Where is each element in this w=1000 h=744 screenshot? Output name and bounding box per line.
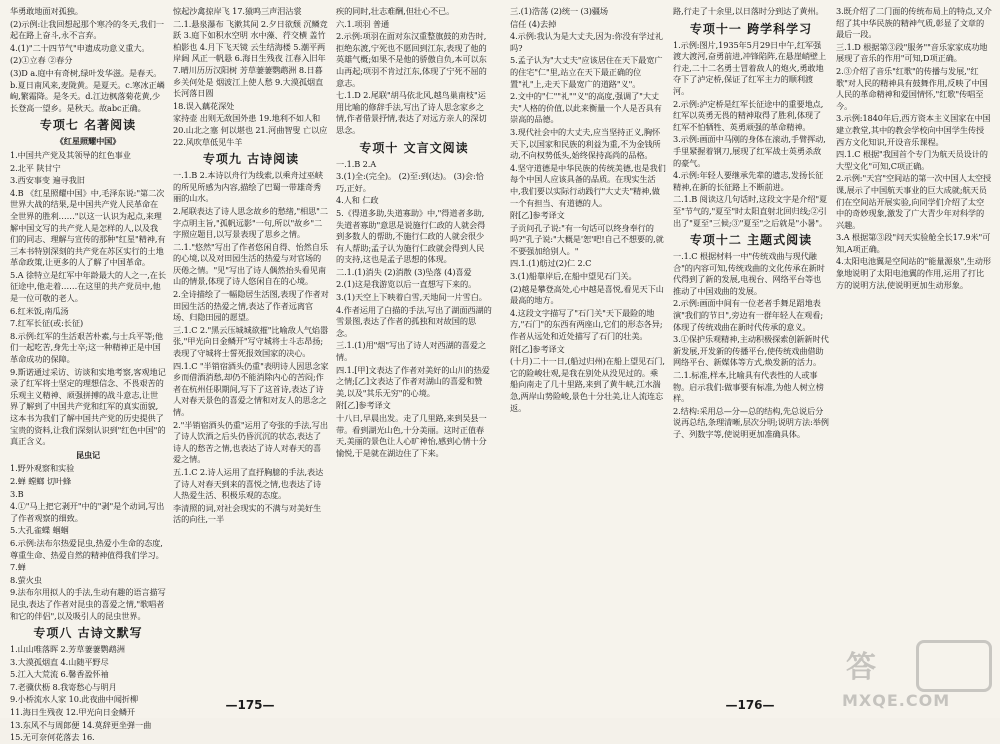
subsection-heading: 《红星照耀中国》 — [55, 136, 121, 147]
answer-paragraph: 3.大漠孤烟直 4.山随平野尽 — [10, 656, 109, 667]
answer-paragraph: 2.蝉 螳螂 切叶蜂 — [10, 475, 72, 486]
left-col-1 — [10, 6, 166, 743]
answer-paragraph: 5.《得道多助,失道寡助》中,"得道者多助,失道者寡助"意思是说施行仁政的人就会得到多数人的帮助,不施行仁政的人就会很少有人帮助;孟子认为施行仁政就会得到人民的支持,这也是孟子思想的体现。 — [336, 207, 486, 265]
answer-paragraph: 2.示例:项羽在面对东汉重整旗鼓的劝告时,拒绝东渡,宁死也不愿回到江东,表现了他的英雄气概;如果不是他的骄傲自负,本可以东山再起;项羽不肯过江东,体现了宁死不屈的意志。 — [336, 31, 487, 88]
answer-paragraph: 1.野外观察和实验 — [10, 463, 75, 474]
right-page — [500, 0, 1000, 718]
answer-paragraph: 李清照的词,对社会现实的不满与对美好生活的向往,一半 — [173, 502, 322, 525]
answer-paragraph: 二.1.悬泉瀑布 飞漱其间 2.夕日欲颓 沉鳞竞跃 3.庭下如积水空明 水中藻、荇交横 盖竹柏影也 4.月下飞天镜 云生结海楼 5.潮平两岸阔 风正一帆悬 6.海日生残夜 江春入旧年 7.晴川历历汉阳树 芳草萋萋鹦鹉洲 8.日暮乡关何处是 烟波江上使人愁 9.大漠孤烟直 长河落日圆 — [173, 18, 328, 99]
answer-paragraph: 一.1.B 2.本诗以舟行为线索,以乘舟过巫峡的所见所感为内容,描绘了巴蜀一带雄奇秀丽的山水。 — [173, 170, 323, 204]
answer-paragraph: 2."半销宿酒头仍重"运用了夸张的手法,写出了诗人饮酒之后头仍昏沉沉的状态,表达了诗人的愁苦之情,也表达了诗人对春天的喜爱之情。 — [173, 419, 328, 465]
answer-paragraph: 三.1.(1)用"烟"写出了诗人对西湖的喜爱之情。 — [336, 340, 487, 363]
answer-paragraph: 2.③介绍了音乐"红歌"的传播与发展,"红歌"对人民的精神具有鼓舞作用,反映了中国人民的革命精神和爱国情怀,"红歌"传唱至今。 — [836, 65, 988, 111]
answer-paragraph: (3)D a.庭中有奇树,绿叶发华滋。是春天。b.夏日南风来,麦陇黄。是夏天。c.寒冰正嶙峋,繁霜降。是冬天。d.江边枫落菊花黄,少长登高一望乡。是秋天。故abc正确。 — [10, 67, 165, 113]
answer-paragraph: 18.误入藕花深处 — [173, 100, 235, 111]
right-columns — [510, 6, 992, 690]
answer-paragraph: 家持壶 出则无敌国外患 19.地利不如人和 20.山北之塞 何以堪也 21.河曲智叟 亡以应 22.风吹草低见牛羊 — [173, 113, 328, 147]
answer-paragraph: 11.海日生残夜 12.甲光向日金鳞开 — [10, 707, 135, 718]
answer-paragraph: (2)示例:让我回想起那个寒冷的冬天,我们一起在路上奋斗,永不言弃。 — [10, 18, 164, 41]
subsection-heading: 昆虫记 — [75, 449, 101, 460]
answer-paragraph: (2)①立春 ②春分 — [10, 55, 73, 66]
answer-paragraph: 7.蝉 — [10, 562, 26, 573]
answer-paragraph: 6.红米饭,南瓜汤 — [10, 305, 69, 316]
answer-paragraph: 4.示例:年轻人要继承先辈的遗志,发扬长征精神,在新的长征路上不断前进。 — [673, 170, 824, 192]
answer-paragraph: 2.结构:采用总—分—总的结构,先总说后分说再总结,条理清晰,层次分明;说明方法:举例子、列数字等,使说明更加准确具体。 — [673, 405, 829, 439]
answer-paragraph: 9.法布尔用拟人的手法,生动有趣的语言描写昆虫,表达了作者对昆虫的喜爱之情,"歌唱者和它的伴侣",以及吸引人的昆虫世界。 — [10, 587, 166, 621]
answer-paragraph: 路,行走了十余里,以日落时分到达了黄州。 — [673, 6, 824, 16]
page-number-left: —175— — [225, 698, 275, 712]
answer-paragraph: 3.(1)天空上下映着白雪,天地间一片雪白。 — [336, 292, 487, 303]
answer-paragraph: 5.A 徐特立是红军中年龄最大的人之一,在长征途中,他走着……在这里的共产党员中,他是一位可敬的老人。 — [10, 269, 166, 304]
answer-paragraph: 3.B — [10, 488, 24, 499]
answer-paragraph: 5.大孔雀蝶 蝈蝈 — [10, 525, 69, 536]
watermark-frame-icon — [916, 640, 992, 692]
answer-paragraph: 三.1.C 2."黑云压城城欲摧"比喻敌人气焰嚣张,"甲光向日金鳞开"写守城将士斗志昂扬;表现了守城将士誓死报效国家的决心。 — [173, 324, 329, 359]
answer-paragraph: 5.江入大荒流 6.馨香盈怀袖 — [10, 669, 109, 680]
watermark-logo — [842, 640, 992, 710]
answer-paragraph: 13.东风不与周郎便 14.莫辞更坐弹一曲 — [10, 719, 152, 730]
answer-paragraph: 一.1.B 2.A — [336, 158, 377, 169]
answer-paragraph: 2.示例:画面中间有一位老者手舞足蹈地表演"我们的节日",旁边有一群年轻人在观看;体现了传统戏曲在新时代传承的意义。 — [673, 298, 823, 332]
answer-paragraph: 二.1.标准,样本,比喻具有代表性的人或事物。启示我们:做事要有标准,为他人树立榜样。 — [673, 370, 824, 404]
section-title: 专项十 文言文阅读 — [359, 140, 469, 155]
answer-paragraph: 4.这段文字描写了"石门关"天下最险的地方,"石门"的东西有两座山,它们的形态各异;作者从远处和近处描写了石门的壮美。 — [510, 307, 663, 342]
left-col-2 — [173, 6, 329, 690]
answer-paragraph: 9.斯诺通过采访、访谈和实地考察,客观地记录了红军将士坚定的理想信念、不畏艰苦的乐观主义精神、顽强拼搏的战斗意志,让世界了解到了中国共产党和红军的真实面貌,这本书为我们了解中国共产党的历史提供了宝贵的资料,让我们深刻认识到"红色中国"的真正含义。 — [10, 366, 166, 447]
answer-paragraph: 子贡问孔子说:"有一句话可以终身奉行的吗?"孔子说:"大概是'恕'吧!自己不想要的,就不要强加给别人。" — [510, 222, 664, 256]
answer-paragraph: 2.示例:泸定桥是红军长征途中的重要地点,红军以英勇无畏的精神取得了胜利,体现了红军不怕牺牲、英勇顽强的革命精神。 — [673, 98, 824, 132]
answer-paragraph: 二.1."悠然"写出了作者悠闲自得、怡然自乐的心境,以及对田园生活的热爱与对官场的厌倦之情。"见"写出了诗人偶然抬头看见南山的情景,体现了诗人悠闲自在的心境。 — [173, 241, 328, 287]
answer-paragraph: 二.1.B 阅读这几句话时,这段文字是介绍"夏至"节气的,"夏至"时太阳直射北回归线;②引出了"夏至"三候;③"夏至"之后就是"小暑"。 — [673, 194, 828, 228]
answer-paragraph: 5.孟子认为"大丈夫"应该居住在天下最宽广的住宅"仁"里,站立在天下最正确的位置"礼"上,走天下最宽广的道路"义"。 — [510, 55, 663, 89]
answer-paragraph: 1.示例:图片,1935年5月29日中午,红军强渡大渡河,奋勇前进,冲锋陷阵,在悬崖峭壁上行走,二十二名勇士冒着敌人的炮火,勇敢地夺下了泸定桥,保证了红军主力的顺利渡河。 — [673, 39, 827, 96]
answer-paragraph: 三.1.D 根据第③段"服务""音乐家家成功地展现了音乐的作用"可知,D项正确。 — [836, 41, 988, 64]
watermark-glyph: 答 — [846, 650, 876, 685]
answer-paragraph: 四.1.C 根据"我国首个专门为航天员设计的大型文化"可知,C项正确。 — [836, 149, 988, 171]
answer-paragraph: 3.(1)全:(完全)。 (2)至:到(达)。 (3)会:恰巧,正好。 — [336, 171, 484, 193]
answer-paragraph: 2.北平 陕甘宁 — [10, 162, 61, 173]
answer-paragraph: 华勇敢地面对孤独。 — [10, 6, 83, 16]
answer-paragraph: 3.示例:画面中马刚的身体在滚动,手臂挥动,手里紧握着钢刀,展现了红军战士英勇杀敌的豪气。 — [673, 134, 826, 168]
answer-paragraph: 7.老骥伏枥 8.我寄愁心与明月 — [10, 681, 117, 692]
right-col-1 — [510, 6, 666, 690]
answer-paragraph: 三.(1)浩荡 (2)统一 (3)疆场 — [510, 6, 609, 16]
answer-paragraph: 一.1.C 根据材料一中"传统戏曲与现代融合"的内容可知,传统戏曲的文化传承在新时代得到了新的发展,电视台、网络平台等也推动了中国戏曲的发展。 — [673, 251, 825, 296]
answer-paragraph: 4.坚守道德是中华民族的传统美德,也是我们每个中国人应该具备的品质。在现实生活中,我们要以实际行动践行"大丈夫"精神,做一个有担当、有道德的人。 — [510, 162, 666, 208]
answer-paragraph: 1.山山唯落晖 2.芳草萋萋鹦鹉洲 — [10, 644, 125, 655]
right-col-2 — [673, 6, 829, 690]
answer-paragraph: 1.中国共产党及其领导的红色事业 — [10, 149, 131, 160]
answer-paragraph: (十月)二十一日,(船过归州)在船上望见石门,它的险峻壮观,是我在别处从没见过的。乘船向南走了几十里路,来到了黄牛峡,江水湍急,两岸山势险峻,景色十分壮美,让人流连忘返。 — [510, 356, 665, 413]
answer-paragraph: 二.1.(1)消失 (2)消散 (3)坠落 (4)喜爱 — [336, 266, 472, 277]
answer-paragraph: 五.1.C 2.诗人运用了直抒胸臆的手法,表达了诗人对春天到来的喜悦之情,也表达了诗人热爱生活、积极乐观的态度。 — [173, 466, 324, 501]
answer-paragraph: 2.(1)这是我游览以后一直想写下来的。 — [336, 279, 477, 290]
answer-paragraph: 4.示例:我认为是大丈夫,因为:你没有学过礼吗? — [510, 31, 663, 53]
answer-paragraph: 4.作者运用了白描的手法,写出了湖面西湖的雪景图,表达了作者的孤独和对故国的思念。 — [336, 304, 492, 338]
section-title: 专项十一 跨学科学习 — [689, 21, 813, 36]
answer-paragraph: 四.1.[甲]文表达了作者对美好的山川的热爱之情;[乙]文表达了作者对湖山的喜爱和赞美,以及"其乐无穷"的心境。 — [336, 364, 490, 398]
answer-paragraph: 3.西安事变 遍寻我旧 — [10, 175, 85, 186]
answer-paragraph: 3.①保护乐观精神,主动积极探索创新新时代新发展,开发新的传播平台,使传统戏曲借助网络平台、新媒体等方式,焕发新的活力。 — [673, 334, 829, 368]
answer-paragraph: 四.1.(1)舫过(2)仁 2.C — [510, 258, 592, 269]
page-number-right: —176— — [725, 698, 775, 712]
answer-paragraph: 3.示例:1840年后,西方资本主义国家在中国建立教堂,其中的教会学校向中国学生传授西方文化知识,开设音乐课程。 — [836, 113, 991, 147]
answer-paragraph: 4.太阳电池翼是空间站的"能量源泉",生动形象地说明了太阳电池翼的作用,运用了打比方的说明方法,使说明更加生动形象。 — [836, 256, 991, 290]
answer-paragraph: 4.(1)"二十四节气"申遗成功意义重大。 — [10, 42, 150, 53]
answer-paragraph: 信任 (4)去掉 — [510, 18, 557, 29]
answer-paragraph: 七.1.D 2.尾联"胡马依北风,越鸟巢南枝"运用比喻的修辞手法,写出了诗人思念家乡之情,作者借景抒情,表达了对远方亲人的深切思念。 — [336, 90, 487, 135]
section-title: 专项九 古诗阅读 — [202, 152, 300, 167]
answer-paragraph: 惊起沙禽掠岸飞 17.猿鸣三声泪沾裳 — [173, 6, 302, 16]
answer-paragraph: 3.现代社会中的大丈夫,应当坚持正义,胸怀天下,以国家和民族的利益为重,不为金钱所动,不向权势低头,始终保持高尚的品格。 — [510, 126, 661, 161]
answer-paragraph: 4.①"马上把它剥开"中的"剥"是个动词,写出了作者观察的细致。 — [10, 501, 165, 523]
section-title: 专项八 古诗文默写 — [33, 626, 143, 641]
answer-paragraph: 附[乙]参考译文 — [336, 400, 391, 411]
section-title: 专项十二 主题式阅读 — [689, 233, 813, 248]
answer-paragraph: (2)越是攀登高处,心中越是喜悦,看见天下山最高的地方。 — [510, 283, 664, 306]
answer-paragraph: 十八日,早晨出发。走了几里路,来到吴县一带。看到湖光山色,十分美丽。这时正值春天,美丽的景色让人心旷神怡,感到心情十分愉悦,于是就在湖边住了下来。 — [336, 413, 487, 458]
answer-paragraph: 四.1.C "半销宿酒头仍重"表明诗人因思念家乡而借酒消愁,却仍不能消除内心的苦闷;作者在杭州任职期间,写下了这首诗,表达了诗人对春天景色的喜爱之情和对友人的思念之情。 — [173, 360, 329, 417]
answer-paragraph: 2.尾联表达了诗人思念故乡的愁绪,"相思"二字点明主旨,"孤帆远影"一句,所以"故乡"二字照应题目,以写景表现了思乡之情。 — [173, 205, 328, 240]
answer-paragraph: 15.无可奈何花落去 16. — [10, 732, 95, 743]
answer-paragraph: 3.(1)船靠岸后,在船中望见石门关。 — [510, 271, 637, 282]
answer-paragraph: 4.B 《红星照耀中国》中,毛泽东说:"第二次世界大战的结果,是中国共产党人民革命在全世界的胜利……"以这一认识为起点,来理解中国文写的共产党人是怎样的人,以及我们的同志、理解与宣传的那种"红星"精神,有三本书特别深刻的共产党在苏区实行的土地革命政策,让更多的人了解了中国革命。 — [10, 187, 166, 268]
answer-paragraph: 3.A 根据第③段"问天实验舱全长17.9米"可知,A项正确。 — [836, 232, 991, 254]
watermark-text: MXQE.COM — [842, 691, 951, 710]
answer-paragraph: 六.1.项羽 普通 — [336, 18, 390, 29]
answer-paragraph: 6.示例:法布尔热爱昆虫,热爱小生命的态度,尊重生命、热爱自然的精神值得我们学习。 — [10, 537, 164, 560]
answer-paragraph: 9.小桥流水人家 10.此夜曲中闻折柳 — [10, 694, 138, 705]
answer-paragraph: 附[乙]参考译文 — [510, 343, 565, 354]
answer-paragraph: 8.萤火虫 — [10, 574, 42, 585]
answer-paragraph: 2.示例:"天宫"空间站的第一次中国人太空授课,展示了中国航天事业的巨大成就;航天员们在空间站开展实验,向同学们介绍了太空中的奇妙现象,激发了广大青少年对科学的兴趣。 — [836, 173, 992, 230]
answer-paragraph: 2.文中的"仁""礼""义"的高度,强调了"大丈夫"人格的价值,以此来衡量一个人是否具有崇高的品德。 — [510, 91, 662, 125]
answer-paragraph: 附[乙]参考译文 — [510, 210, 565, 221]
answer-paragraph: 8.示例:红军的生活艰苦朴素,与士兵平等;他们一起吃苦,身先士卒;这一种精神正是中国革命成功的保障。 — [10, 330, 163, 365]
right-col-3 — [836, 6, 992, 690]
answer-paragraph: 3.既介绍了二门面的传统布局上的特点,又介绍了其中华民族的精神气质,彰显了文章的最后一段。 — [836, 6, 992, 40]
answer-paragraph: 7.红军长征(或:长征) — [10, 318, 84, 329]
answer-paragraph: 疾的同时,壮志难酬,但壮心不已。 — [336, 6, 455, 16]
answer-paragraph: 2.全诗描绘了一幅隐居生活图,表现了作者对田园生活的热爱之情,表达了作者远离官场、归隐田园的愿望。 — [173, 289, 329, 323]
section-title: 专项七 名著阅读 — [39, 118, 137, 133]
answer-paragraph: 4.人和 仁政 — [336, 195, 379, 206]
left-col-3 — [336, 6, 492, 690]
